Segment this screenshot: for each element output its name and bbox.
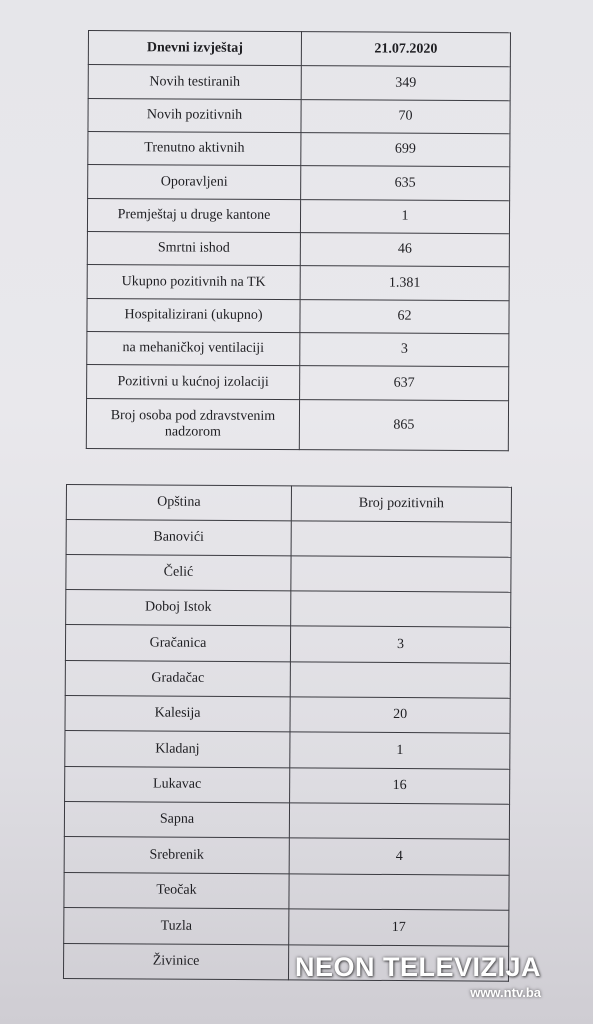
row-value: 865 bbox=[299, 400, 508, 451]
municipality-name: Gradačac bbox=[65, 660, 290, 696]
table-row bbox=[64, 907, 509, 946]
positives-count: 20 bbox=[290, 697, 510, 733]
channel-watermark bbox=[295, 952, 541, 1000]
table-row bbox=[65, 695, 510, 733]
municipality-name: Teočak bbox=[64, 872, 289, 908]
positives-column-header: Broj pozitivnih bbox=[291, 486, 511, 522]
table-row bbox=[65, 660, 510, 698]
row-value: 1 bbox=[300, 200, 509, 234]
row-label: Pozitivni u kućnoj izolaciji bbox=[87, 364, 300, 399]
row-value: 635 bbox=[301, 166, 510, 201]
row-label: Premještaj u druge kantone bbox=[87, 199, 300, 233]
row-label: Ukupno pozitivnih na TK bbox=[87, 264, 300, 299]
municipality-name: Tuzla bbox=[64, 907, 289, 944]
row-label: Hospitalizirani (ukupno) bbox=[87, 298, 300, 332]
positives-count: 3 bbox=[290, 626, 510, 663]
municipality-name: Kladanj bbox=[65, 730, 290, 767]
table-row bbox=[66, 520, 511, 558]
positives-count bbox=[291, 591, 511, 627]
municipality-name: Srebrenik bbox=[64, 836, 289, 873]
municipality-name: Sapna bbox=[64, 801, 289, 837]
row-label: Novih pozitivnih bbox=[88, 99, 301, 133]
table-row bbox=[65, 625, 510, 664]
positives-count bbox=[290, 662, 510, 698]
row-value: 1.381 bbox=[300, 266, 509, 301]
municipalities-table bbox=[63, 484, 512, 982]
table-row bbox=[65, 730, 510, 769]
municipality-name: Doboj Istok bbox=[66, 590, 291, 626]
row-label: na mehaničkoj ventilaciji bbox=[87, 331, 300, 365]
row-value: 699 bbox=[301, 133, 510, 167]
positives-count bbox=[291, 521, 511, 557]
report-date-cell: 21.07.2020 bbox=[301, 32, 510, 67]
row-value: 3 bbox=[300, 333, 509, 367]
municipality-name: Čelić bbox=[66, 555, 291, 591]
table-row bbox=[64, 872, 509, 910]
daily-report-table bbox=[86, 30, 511, 451]
table-row bbox=[87, 264, 509, 300]
row-value: 70 bbox=[301, 100, 510, 134]
table-row bbox=[87, 298, 509, 333]
municipality-name: Kalesija bbox=[65, 695, 290, 731]
table-row bbox=[87, 364, 509, 400]
positives-count: 1 bbox=[290, 732, 510, 769]
table-row bbox=[88, 99, 510, 134]
positives-count: 17 bbox=[289, 909, 509, 946]
channel-url: www.ntv.ba bbox=[470, 985, 541, 1000]
table-row bbox=[66, 555, 511, 593]
daily-report-header-row bbox=[88, 31, 510, 67]
municipality-name: Lukavac bbox=[65, 766, 290, 802]
table-row bbox=[64, 836, 509, 875]
channel-logo-text: NEON TELEVIZIJA bbox=[294, 952, 541, 982]
municipality-name: Gračanica bbox=[65, 625, 290, 662]
row-value: 349 bbox=[301, 66, 510, 101]
positives-count bbox=[291, 556, 511, 592]
report-title-cell: Dnevni izvještaj bbox=[88, 31, 301, 66]
positives-count bbox=[289, 874, 509, 910]
row-label: Novih testiranih bbox=[88, 65, 301, 100]
table-row bbox=[64, 801, 509, 839]
table-row bbox=[87, 199, 509, 234]
table-row bbox=[66, 590, 511, 628]
municipality-name: Živinice bbox=[63, 943, 288, 979]
row-value: 46 bbox=[300, 233, 509, 267]
municipality-name: Banovići bbox=[66, 520, 291, 556]
row-value: 62 bbox=[300, 300, 509, 334]
row-label: Oporavljeni bbox=[88, 165, 301, 200]
positives-count: 16 bbox=[290, 768, 510, 804]
table-row bbox=[86, 398, 508, 450]
municipality-column-header: Opština bbox=[66, 485, 291, 521]
municipalities-header-row bbox=[66, 485, 511, 523]
table-row bbox=[88, 165, 510, 201]
table-row bbox=[87, 231, 509, 266]
table-row bbox=[88, 65, 510, 101]
row-value: 637 bbox=[300, 366, 509, 401]
row-label: Smrtni ishod bbox=[87, 231, 300, 265]
table-row bbox=[88, 132, 510, 167]
table-row bbox=[87, 331, 509, 366]
table-row bbox=[65, 766, 510, 804]
positives-count bbox=[289, 803, 509, 839]
row-label: Trenutno aktivnih bbox=[88, 132, 301, 166]
row-label: Broj osoba pod zdravstvenim nadzorom bbox=[86, 398, 299, 449]
positives-count: 4 bbox=[289, 838, 509, 875]
